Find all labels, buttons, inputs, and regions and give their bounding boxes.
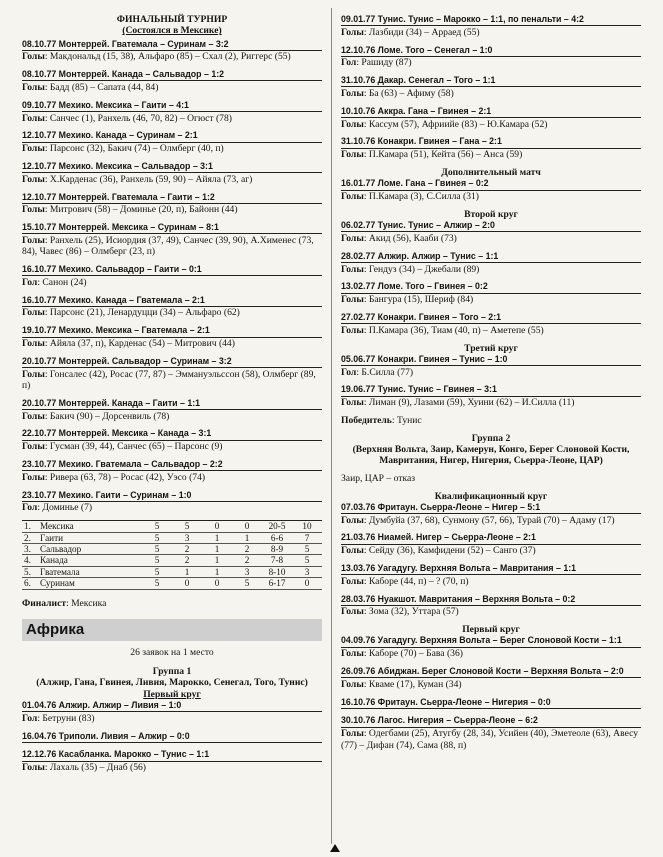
goals-label: Голы (341, 728, 364, 740)
goal-scorers: Бадд (85) – Сапата (44, 84) (49, 81, 159, 93)
goal-scorers: Гусман (39, 44), Санчес (65) – Парсонс (9) (49, 441, 223, 453)
standings-cell-d: 0 (214, 521, 220, 532)
match-header: 26.09.76 Абиджан. Берег Слоновой Кости – Верхняя Вольта – 2:0 (341, 666, 641, 678)
match-goals: Голы: Кваме (17), Куман (34) (341, 678, 462, 690)
match-entry (341, 14, 641, 38)
group1-title: Группа 1 (152, 666, 192, 678)
match-goals: Голы: Санчес (1), Ранхель (46, 70, 82) – Огюст (78) (22, 112, 232, 124)
match-header: 31.10.76 Конакри. Гвинея – Гана – 2:1 (341, 136, 641, 148)
standings-cell-pts: 0 (304, 578, 310, 589)
match-header: 12.12.76 Касабланка. Марокко – Тунис – 1:1 (22, 749, 322, 761)
match-goals: Голы: Лазбиди (34) – Арраед (55) (341, 26, 480, 38)
goal-scorers: Сейду (36), Камфидени (52) – Санго (37) (368, 545, 536, 557)
match-list-e (341, 635, 641, 750)
match-entry (341, 354, 641, 378)
standings-cell-goals: 8-9 (270, 543, 284, 554)
goals-label: Голы (341, 263, 364, 275)
extra-match-title: Дополнительный матч (441, 166, 541, 178)
goals-label: Голы (22, 471, 45, 483)
standings-cell-d: 1 (214, 566, 220, 577)
match-entry (22, 39, 322, 63)
standings-cell-p: 5 (154, 578, 160, 589)
match-entry (22, 161, 322, 185)
match-goals: Гол: Бетруни (83) (22, 712, 95, 724)
goal-scorers: Санчес (1), Ранхель (46, 70, 82) – Огюст (78) (49, 112, 232, 124)
match-entry (341, 281, 641, 305)
match-goals: Голы: П.Камара (3), С.Силла (31) (341, 191, 479, 203)
standings-cell-l: 0 (244, 521, 250, 532)
goal-scorers: Лиман (9), Лазами (59), Хуини (62) – И.Силла (11) (368, 397, 575, 409)
goal-scorers: Доминье (7) (42, 502, 93, 514)
match-entry (341, 666, 641, 690)
goals-label: Голы (341, 648, 364, 660)
final-tournament-subtitle: (Состоялся в Мексике) (122, 25, 222, 37)
goals-label: Голы (341, 514, 364, 526)
goals-label: Голы (22, 762, 45, 774)
standings-cell-pts: 5 (304, 555, 310, 566)
match-header: 16.10.77 Мехико. Сальвадор – Гаити – 0:1 (22, 264, 322, 276)
standings-cell-l: 3 (244, 566, 250, 577)
goals-label: Голы (341, 87, 364, 99)
match-entry (341, 220, 641, 244)
match-goals: Голы: Ба (63) – Афиму (58) (341, 87, 454, 99)
match-goals: Голы: Айяла (37, п), Карденас (54) – Митрович (44) (22, 338, 235, 350)
match-header: 12.10.77 Мехико. Мексика – Сальвадор – 3:1 (22, 161, 322, 173)
qualification-round-title: Квалификационный круг (434, 490, 548, 502)
standings-cell-w: 2 (184, 543, 190, 554)
match-goals: Голы: Макдональд (15, 38), Альфаро (85) – Схал (2), Риггерс (55) (22, 51, 291, 63)
match-entry (341, 251, 641, 275)
group1-members: (Алжир, Гана, Гвинея, Ливия, Марокко, Сенегал, Того, Тунис) (36, 677, 308, 689)
standings-cell-i: 5. (24, 566, 31, 577)
match-list-c (341, 354, 641, 409)
section-title-africa: Африка (22, 619, 322, 641)
standings-cell-goals: 8-10 (268, 566, 286, 577)
goals-label: Голы (341, 545, 364, 557)
final-match-list (22, 39, 322, 514)
match-goals: Голы: Каборе (70) – Бава (36) (341, 648, 463, 660)
goals-label: Гол (22, 712, 38, 724)
match-header: 20.10.77 Монтеррей. Сальвадор – Суринам – 3:2 (22, 356, 322, 368)
goals-label: Гол (22, 502, 38, 514)
match-goals: Голы: Лахаль (35) – Днаб (56) (22, 762, 147, 774)
standings-row (22, 555, 322, 566)
match-header: 16.01.77 Ломе. Гана – Гвинея – 0:2 (341, 178, 641, 190)
group2-title: Группа 2 (471, 432, 511, 444)
standings-cell-p: 5 (154, 543, 160, 554)
standings-row (22, 578, 322, 589)
match-header: 04.09.76 Уагадугу. Верхняя Вольта – Берег Слоновой Кости – 1:1 (341, 635, 641, 647)
standings-cell-w: 2 (184, 555, 190, 566)
goal-scorers: Ранхель (25), Исиордия (37, 49), Санчес (39, 90), А.Хименес (73, 84), Чавес (86) – Олмберг (23, п) (22, 234, 314, 258)
match-entry (341, 532, 641, 556)
winner-value: : Тунис (391, 415, 422, 427)
match-entry (22, 356, 322, 391)
match-entry (341, 312, 641, 336)
goal-scorers: Бетруни (83) (42, 712, 95, 724)
standings-cell-goals: 7-8 (270, 555, 284, 566)
match-goals: Голы: Сейду (36), Камфидени (52) – Санго (37) (341, 545, 536, 557)
goals-label: Гол (341, 57, 357, 69)
match-goals: Голы: Ранхель (25), Исиордия (37, 49), Санчес (39, 90), А.Хименес (73, 84), Чавес (86) – Олмберг (23, п) (22, 234, 314, 258)
goal-scorers: Бакич (90) – Дорсенвиль (78) (49, 410, 170, 422)
match-entry (22, 100, 322, 124)
goals-label: Голы (341, 606, 364, 618)
match-header: 16.04.76 Триполи. Ливия – Алжир – 0:0 (22, 731, 322, 743)
match-header: 12.10.77 Монтеррей. Гватемала – Гаити – 1:2 (22, 192, 322, 204)
match-goals: Голы: Гусман (39, 44), Санчес (65) – Парсонс (9) (22, 441, 223, 453)
right-column (341, 14, 641, 757)
winner-label: Победитель (341, 415, 392, 427)
standings-cell-goals: 6-6 (270, 532, 284, 543)
match-entry (341, 75, 641, 99)
match-goals: Гол: Санон (24) (22, 276, 87, 288)
standings-cell-l: 1 (244, 532, 250, 543)
match-entry (341, 502, 641, 526)
goal-scorers: Б.Силла (77) (361, 366, 414, 378)
group2-first-round-title: Первый круг (462, 624, 520, 636)
goal-scorers: Рашиду (87) (361, 57, 412, 69)
match-entry (22, 295, 322, 319)
match-entry (22, 192, 322, 216)
match-goals: Голы: Гендуз (34) – Джебали (89) (341, 263, 480, 275)
match-goals: Голы: П.Камара (51), Кейта (56) – Анса (59) (341, 149, 523, 161)
match-entry (22, 749, 322, 773)
match-header: 23.10.77 Мехико. Гаити – Суринам – 1:0 (22, 490, 322, 502)
match-entry (22, 700, 322, 724)
final-tournament-title: ФИНАЛЬНЫЙ ТУРНИР (116, 14, 228, 25)
standings-cell-i: 6. (24, 578, 31, 589)
standings-cell-goals: 20-5 (268, 521, 286, 532)
goal-scorers: Санон (24) (42, 276, 87, 288)
goals-label: Голы (341, 191, 364, 203)
match-header: 05.06.77 Конакри. Гвинея – Тунис – 1:0 (341, 354, 641, 366)
match-header: 09.01.77 Тунис. Тунис – Марокко – 1:1, по пенальти – 4:2 (341, 14, 641, 26)
goals-label: Голы (22, 307, 45, 319)
standings-cell-d: 0 (214, 578, 220, 589)
match-entry (341, 384, 641, 408)
match-goals: Голы: Ривера (63, 78) – Росас (42), Уэсо (74) (22, 471, 206, 483)
match-entry (22, 428, 322, 452)
match-header: 16.10.76 Фритаун. Сьерра-Леоне – Нигерия – 0:0 (341, 697, 641, 709)
goals-label: Голы (341, 397, 364, 409)
standings-cell-pts: 5 (304, 543, 310, 554)
standings-cell-i: 4. (24, 555, 31, 566)
match-entry (22, 69, 322, 93)
match-goals: Голы: Акид (56), Кааби (73) (341, 232, 457, 244)
page-marker-icon (330, 844, 340, 852)
match-header: 09.10.77 Мехико. Мексика – Гаити – 4:1 (22, 100, 322, 112)
match-goals: Голы: Думбуйа (37, 68), Сунмону (57, 66), Турай (70) – Адаму (17) (341, 514, 615, 526)
match-entry (341, 594, 641, 618)
standings-cell-team: Канада (40, 555, 68, 566)
goals-label: Голы (22, 441, 45, 453)
winner-line (341, 415, 641, 426)
goal-scorers: Гонсалес (42), Росас (77, 87) – Эммануэльссон (58), Олмберг (89, п) (22, 368, 316, 391)
match-header: 28.02.77 Алжир. Алжир – Тунис – 1:1 (341, 251, 641, 263)
match-entry (341, 136, 641, 160)
match-entry (22, 459, 322, 483)
match-header: 20.10.77 Монтеррей. Канада – Гаити – 1:1 (22, 398, 322, 410)
match-entry (22, 222, 322, 257)
match-goals: Гол: Б.Силла (77) (341, 366, 414, 378)
standings-cell-l: 2 (244, 543, 250, 554)
entries-line: 26 заявок на 1 место (130, 646, 214, 658)
standings-row (22, 566, 322, 577)
left-column (22, 14, 322, 780)
goal-scorers: Х.Карденас (36), Ранхель (59, 90) – Айяла (73, аг) (49, 173, 253, 185)
match-list-a (341, 14, 641, 160)
goal-scorers: П.Камара (3), С.Силла (31) (368, 191, 479, 203)
column-divider (331, 8, 332, 844)
match-entry (341, 697, 641, 709)
goals-label: Голы (341, 149, 364, 161)
match-header: 27.02.77 Конакри. Гвинея – Того – 2:1 (341, 312, 641, 324)
goals-label: Гол (22, 276, 38, 288)
goal-scorers: Каборе (70) – Бава (36) (368, 648, 463, 660)
match-entry (22, 398, 322, 422)
goals-label: Голы (22, 410, 45, 422)
goal-scorers: Зома (32), Уттара (57) (368, 606, 459, 618)
match-header: 13.03.76 Уагадугу. Верхняя Вольта – Мавритания – 1:1 (341, 563, 641, 575)
match-goals: Голы: Бадд (85) – Сапата (44, 84) (22, 81, 159, 93)
goals-label: Голы (341, 26, 364, 38)
match-header: 19.06.77 Тунис. Тунис – Гвинея – 3:1 (341, 384, 641, 396)
africa-match-list (22, 700, 322, 773)
match-header: 15.10.77 Монтеррей. Мексика – Суринам – 8:1 (22, 222, 322, 234)
standings-cell-l: 5 (244, 578, 250, 589)
goal-scorers: Каборе (44, п) – ? (70, п) (368, 575, 469, 587)
match-entry (341, 178, 641, 202)
match-entry (22, 490, 322, 514)
match-header: 12.10.76 Ломе. Того – Сенегал – 1:0 (341, 45, 641, 57)
match-header: 30.10.76 Лагос. Нигерия – Сьерра-Леоне – 6:2 (341, 715, 641, 727)
goal-scorers: П.Камара (36), Тиам (40, п) – Аметепе (55) (368, 324, 544, 336)
goals-label: Голы (341, 294, 364, 306)
goal-scorers: Кваме (17), Куман (34) (368, 678, 462, 690)
group2-members: (Верхняя Вольта, Заир, Камерун, Конго, Берег Слоновой Кости, Мавритания, Нигер, Нигерия, Сьерра-Леоне, ЦАР) (352, 444, 630, 467)
goals-label: Голы (22, 234, 45, 246)
goal-scorers: Парсонс (32), Бакич (74) – Олмберг (40, п) (49, 143, 224, 155)
standings-cell-team: Сальвадор (40, 543, 82, 554)
group1-first-round: Первый круг (143, 688, 201, 700)
standings-cell-pts: 10 (302, 521, 312, 532)
goal-scorers: Ба (63) – Афиму (58) (368, 87, 454, 99)
goals-label: Голы (22, 173, 45, 185)
match-goals: Голы: Одегбами (25), Атугбу (28, 34), Усийен (40), Эметеоле (63), Авесу (77) – Дифан (74), Сама (88, п) (341, 728, 638, 751)
match-header: 28.03.76 Нуакшот. Мавритания – Верхняя Вольта – 0:2 (341, 594, 641, 606)
match-header: 01.04.76 Алжир. Алжир – Ливия – 1:0 (22, 700, 322, 712)
match-goals: Голы: Лиман (9), Лазами (59), Хуини (62) – И.Силла (11) (341, 397, 575, 409)
goal-scorers: Митрович (58) – Доминье (20, п), Байонн (44) (49, 204, 238, 216)
goals-label: Голы (22, 51, 45, 63)
match-entry (341, 715, 641, 750)
standings-cell-d: 1 (214, 532, 220, 543)
standings-cell-team: Гватемала (40, 566, 80, 577)
match-header: 19.10.77 Мехико. Мексика – Гватемала – 2:1 (22, 325, 322, 337)
goals-label: Голы (22, 143, 45, 155)
finalist-line (22, 598, 322, 609)
finalist-value: : Мексика (66, 597, 107, 609)
standings-cell-p: 5 (154, 555, 160, 566)
goals-label: Голы (22, 368, 45, 380)
standings-cell-p: 5 (154, 566, 160, 577)
goals-label: Голы (341, 118, 364, 130)
goal-scorers: Думбуйа (37, 68), Сунмону (57, 66), Турай (70) – Адаму (17) (368, 514, 615, 526)
match-entry (22, 130, 322, 154)
match-header: 13.02.77 Ломе. Того – Гвинея – 0:2 (341, 281, 641, 293)
standings-row (22, 543, 322, 554)
goals-label: Голы (22, 338, 45, 350)
standings-cell-team: Гаити (40, 532, 64, 543)
standings-cell-p: 5 (154, 532, 160, 543)
match-goals: Голы: Митрович (58) – Доминье (20, п), Байонн (44) (22, 204, 238, 216)
standings-table (22, 520, 322, 589)
standings-cell-i: 3. (24, 543, 31, 554)
extra-match (341, 178, 641, 202)
match-entry (341, 563, 641, 587)
standings-cell-l: 2 (244, 555, 250, 566)
goal-scorers: Айяла (37, п), Карденас (54) – Митрович (44) (49, 338, 235, 350)
goals-label: Голы (22, 204, 45, 216)
goals-label: Голы (341, 575, 364, 587)
standings-cell-i: 2. (24, 532, 31, 543)
match-goals: Голы: Гонсалес (42), Росас (77, 87) – Эммануэльссон (58), Олмберг (89, п) (22, 368, 316, 391)
standings-cell-d: 1 (214, 543, 220, 554)
match-goals: Голы: Зома (32), Уттара (57) (341, 606, 459, 618)
match-header: 22.10.77 Монтеррей. Мексика – Канада – 3:1 (22, 428, 322, 440)
standings-cell-w: 5 (184, 521, 190, 532)
match-header: 06.02.77 Тунис. Тунис – Алжир – 2:0 (341, 220, 641, 232)
standings-cell-i: 1. (24, 521, 31, 532)
match-goals: Голы: Каборе (44, п) – ? (70, п) (341, 575, 469, 587)
goal-scorers: Бангура (15), Шериф (84) (368, 294, 474, 306)
match-entry (341, 106, 641, 130)
third-round-title: Третий круг (464, 342, 518, 354)
match-header: 12.10.77 Мехико. Канада – Суринам – 2:1 (22, 130, 322, 142)
goals-label: Голы (341, 324, 364, 336)
match-header: 07.03.76 Фритаун. Сьерра-Леоне – Нигер – 5:1 (341, 502, 641, 514)
standings-cell-goals: 6-17 (268, 578, 286, 589)
match-entry (341, 45, 641, 69)
standings-cell-w: 0 (184, 578, 190, 589)
goals-label: Голы (341, 678, 364, 690)
match-header: 08.10.77 Монтеррей. Гватемала – Суринам – 3:2 (22, 39, 322, 51)
second-round-title: Второй круг (464, 208, 518, 220)
goal-scorers: Гендуз (34) – Джебали (89) (368, 263, 480, 275)
standings-cell-team: Суринам (40, 578, 75, 589)
goal-scorers: Кассум (57), Африийе (83) – Ю.Камара (52) (368, 118, 548, 130)
goal-scorers: Макдональд (15, 38), Альфаро (85) – Схал (2), Риггерс (55) (49, 51, 291, 63)
goals-label: Голы (341, 232, 364, 244)
match-goals: Голы: Х.Карденас (36), Ранхель (59, 90) – Айяла (73, аг) (22, 173, 253, 185)
match-goals: Гол: Рашиду (87) (341, 57, 412, 69)
match-entry (341, 635, 641, 659)
goals-label: Гол (341, 366, 357, 378)
standings-cell-w: 1 (184, 566, 190, 577)
match-goals: Голы: Кассум (57), Африийе (83) – Ю.Камара (52) (341, 118, 548, 130)
standings-cell-d: 1 (214, 555, 220, 566)
match-header: 23.10.77 Мехико. Гватемала – Сальвадор – 2:2 (22, 459, 322, 471)
match-entry (22, 264, 322, 288)
goals-label: Голы (22, 81, 45, 93)
match-header: 21.03.76 Ниамей. Нигер – Сьерра-Леоне – 2:1 (341, 532, 641, 544)
standings-cell-p: 5 (154, 521, 160, 532)
goals-label: Голы (22, 112, 45, 124)
match-goals: Голы: Парсонс (21), Ленардуцци (34) – Альфаро (62) (22, 307, 240, 319)
goal-scorers: Акид (56), Кааби (73) (368, 232, 457, 244)
match-goals: Голы: Парсонс (32), Бакич (74) – Олмберг (40, п) (22, 143, 224, 155)
match-goals: Гол: Доминье (7) (22, 502, 93, 514)
match-header: 10.10.76 Аккра. Гана – Гвинея – 2:1 (341, 106, 641, 118)
goal-scorers: Лазбиди (34) – Арраед (55) (368, 26, 480, 38)
goal-scorers: Ривера (63, 78) – Росас (42), Уэсо (74) (49, 471, 206, 483)
match-list-d (341, 502, 641, 618)
match-list-b (341, 220, 641, 336)
match-header: 16.10.77 Мехико. Канада – Гватемала – 2:1 (22, 295, 322, 307)
standings-row (22, 521, 322, 532)
match-header: 08.10.77 Монтеррей. Канада – Сальвадор – 1:2 (22, 69, 322, 81)
standings-row (22, 532, 322, 543)
standings-cell-team: Мексика (40, 521, 74, 532)
match-entry (22, 731, 322, 743)
match-goals: Голы: Бангура (15), Шериф (84) (341, 294, 474, 306)
goal-scorers: Парсонс (21), Ленардуцци (34) – Альфаро (62) (49, 307, 240, 319)
match-header: 31.10.76 Дакар. Сенегал – Того – 1:1 (341, 75, 641, 87)
match-goals: Голы: Бакич (90) – Дорсенвиль (78) (22, 410, 170, 422)
standings-cell-pts: 7 (304, 532, 310, 543)
standings-cell-w: 3 (184, 532, 190, 543)
match-goals: Голы: П.Камара (36), Тиам (40, п) – Аметепе (55) (341, 324, 544, 336)
goal-scorers: Лахаль (35) – Днаб (56) (49, 762, 147, 774)
withdrawn-line: Заир, ЦАР – отказ (341, 472, 416, 484)
match-entry (22, 325, 322, 349)
standings-cell-pts: 3 (304, 566, 310, 577)
finalist-label: Финалист (22, 597, 67, 609)
goal-scorers: П.Камара (51), Кейта (56) – Анса (59) (368, 149, 523, 161)
goal-scorers: Одегбами (25), Атугбу (28, 34), Усийен (40), Эметеоле (63), Авесу (77) – Дифан (74), Сама (88, п) (341, 728, 638, 751)
